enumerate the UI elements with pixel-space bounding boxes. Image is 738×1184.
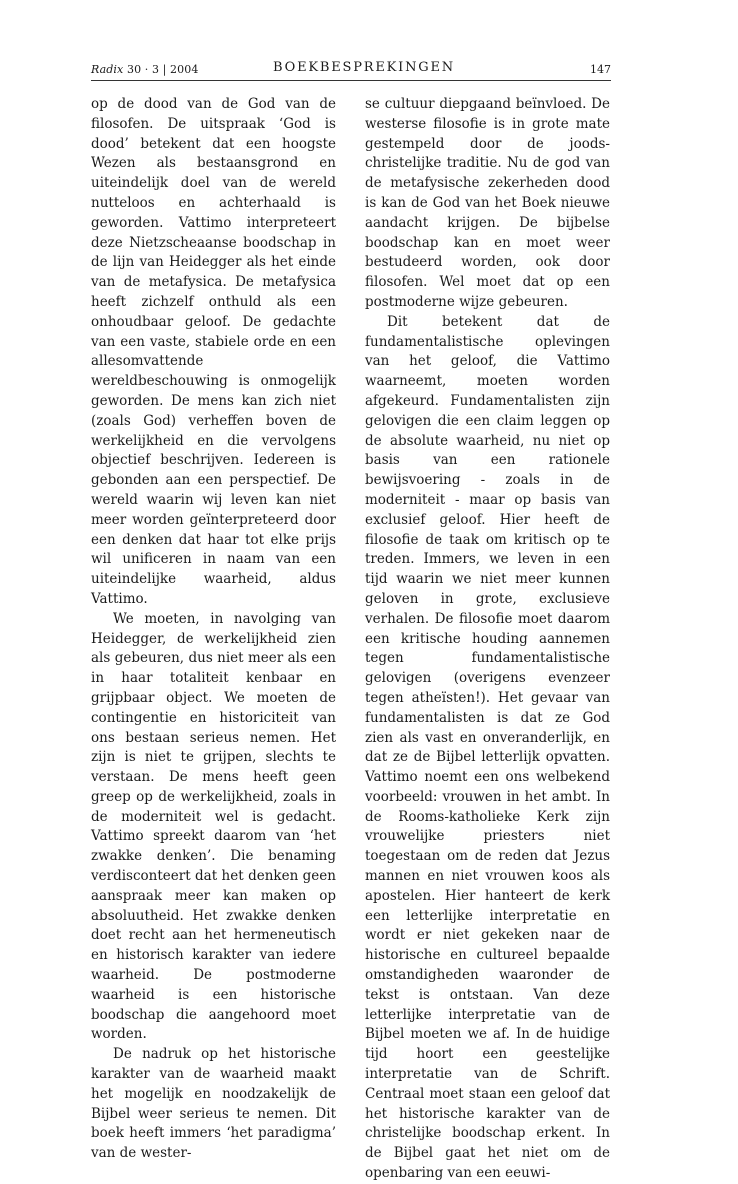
paragraph: se cultuur diepgaand beïnvloed. De westerse filosofie is in grote mate gestempeld door de joods-christelijke traditie. Nu de god van de metafysische zekerheden dood is kan de God van het Boek nieuwe aandacht krijgen. De bijbelse boodschap kan en moet weer bestudeerd worden, ook door filosofen. Wel moet dat op een postmoderne wijze gebeuren. [365, 96, 610, 310]
paragraph: De nadruk op het historische karakter van de waarheid maakt het mogelijk en noodzakelijk de Bijbel weer serieus te nemen. Dit boek heeft immers ‘het paradigma’ van de wester- [91, 1046, 336, 1162]
journal-name: Radix [91, 63, 124, 76]
running-header [91, 60, 611, 80]
page-number: 147 [590, 63, 611, 76]
section-title: BOEKBESPREKINGEN [273, 60, 455, 75]
paragraph: We moeten, in navolging van Heidegger, de werkelijkheid zien als gebeuren, dus niet meer als een in haar totaliteit kenbaar en grijpbaar object. We moeten de contingentie en historiciteit van ons bestaan serieus nemen. Het zijn is niet te grijpen, slechts te verstaan. De mens heeft geen greep op de werkelijkheid, zoals in de moderniteit wel is gedacht. Vattimo spreekt daarom van ‘het zwakke denken’. Die benaming verdisconteert dat het denken geen aanspraak meer kan maken op absoluutheid. Het zwakke denken doet recht aan het hermeneutisch en historisch karakter van iedere waarheid. De postmoderne waarheid is een historische boodschap die aangehoord moet worden. [91, 610, 336, 1043]
text-column-right [365, 95, 610, 1184]
paragraph: op de dood van de God van de filosofen. De uitspraak ‘God is dood’ betekent dat een hoogste Wezen als bestaansgrond en uiteindelijk doel van de wereld nutteloos en achterhaald is geworden. Vattimo interpreteert deze Nietzscheaanse boodschap in de lijn van Heidegger als het einde van de metafysica. De metafysica heeft zichzelf onthuld als een onhoudbaar geloof. De gedachte van een vaste, stabiele orde en een allesomvattende wereldbeschouwing is onmogelijk geworden. De mens kan zich niet (zoals God) verheffen boven de werkelijkheid en die vervolgens objectief beschrijven. Iedereen is gebonden aan een perspectief. De wereld waarin wij leven kan niet meer worden geïnterpreteerd door een denken dat haar tot elke prijs wil unificeren in naam van een uiteindelijke waarheid, aldus Vattimo. [91, 96, 336, 607]
text-column-left [91, 95, 336, 1164]
header-rule [91, 80, 611, 81]
paragraph: Dit betekent dat de fundamentalistische oplevingen van het geloof, die Vattimo waarneemt, moeten worden afgekeurd. Fundamentalisten zijn gelovigen die een claim leggen op de absolute waarheid, nu niet op basis van een rationele bewijsvoering - zoals in de moderniteit - maar op basis van exclusief geloof. Hier heeft de filosofie de taak om kritisch op te treden. Immers, we leven in een tijd waarin we niet meer kunnen geloven in grote, exclusieve verhalen. De filosofie moet daarom een kritische houding aannemen tegen fundamentalistische gelovigen (overigens evenzeer tegen atheïsten!). Het gevaar van fundamentalisten is dat ze God zien als vast en onveranderlijk, en dat ze de Bijbel letterlijk opvatten. Vattimo noemt een ons welbekend voorbeeld: vrouwen in het ambt. In de Rooms-katholieke Kerk zijn vrouwelijke priesters niet toegestaan om de reden dat Jezus mannen en niet vrouwen koos als apostelen. Hier hanteert de kerk een letterlijke interpretatie en wordt er niet gekeken naar de historische en cultureel bepaalde omstandigheden waaronder de tekst is ontstaan. Van deze letterlijke interpretatie van de Bijbel moeten we af. In de huidige tijd hoort een geestelijke interpretatie van de Schrift. Centraal moet staan een geloof dat het historische karakter van de christelijke boodschap erkent. In de Bijbel gaat het niet om de openbaring van een eeuwi- [365, 313, 610, 1182]
journal-issue: 30 · 3 | 2004 [126, 63, 199, 76]
